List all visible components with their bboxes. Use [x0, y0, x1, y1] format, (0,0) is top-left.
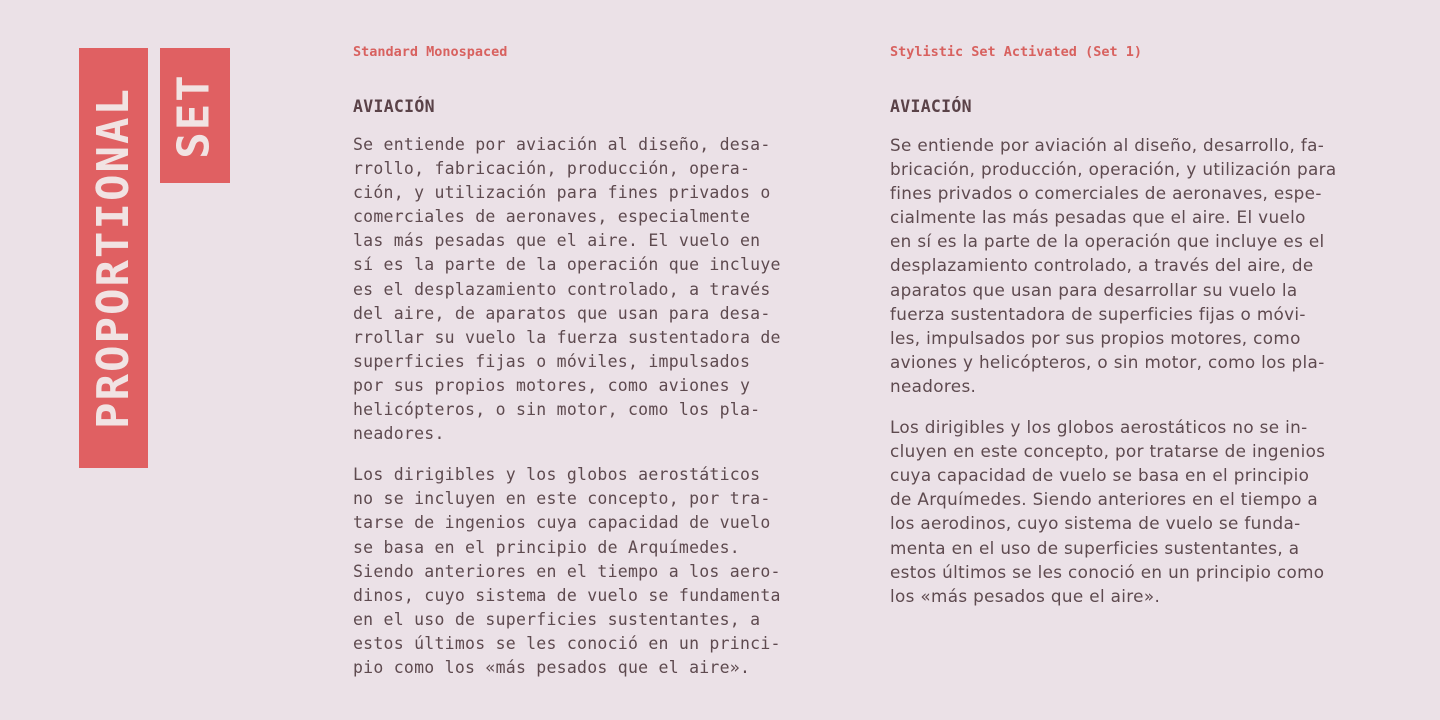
- text-line: es el desplazamiento controlado, a través: [353, 279, 771, 299]
- text-line: de Arquímedes. Siendo anteriores en el tiempo a: [890, 489, 1319, 510]
- text-line: Se entiende por aviación al diseño, desarrollo, fa-: [890, 135, 1325, 155]
- monospaced-paragraph-1: [353, 133, 833, 446]
- text-line: neadores.: [890, 375, 977, 396]
- text-line: las más pesadas que el aire. El vuelo en: [353, 231, 761, 251]
- text-line: les, impulsados por sus propios motores, como: [890, 327, 1301, 348]
- text-line: estos últimos se les conoció en un princi-: [353, 633, 781, 653]
- text-line: dinos, cuyo sistema de vuelo se fundamenta: [353, 585, 781, 605]
- stylistic-set-heading: AVIACIÓN: [890, 97, 972, 116]
- text-line: tarse de ingenios cuya capacidad de vuelo: [353, 513, 771, 533]
- text-line: en el uso de superficies sustentantes, a: [353, 609, 761, 629]
- text-line: comerciales de aeronaves, especialmente: [353, 207, 751, 227]
- stylistic-set-caption: Stylistic Set Activated (Set 1): [890, 44, 1142, 60]
- text-line: fuerza sustentadora de superficies fijas o móvi-: [890, 303, 1306, 324]
- text-line: rrollar su vuelo la fuerza sustentadora de: [353, 327, 781, 347]
- text-line: por sus propios motores, como aviones y: [353, 375, 751, 395]
- stylistic-set-paragraph-1: [890, 133, 1380, 398]
- set-banner: [160, 48, 230, 183]
- monospaced-caption: Standard Monospaced: [353, 44, 508, 60]
- text-line: cialmente las más pesadas que el aire. El vuelo: [890, 207, 1306, 228]
- text-line: Los dirigibles y los globos aerostáticos no se in-: [890, 417, 1308, 438]
- text-line: menta en el uso de superficies sustentantes, a: [890, 537, 1300, 558]
- text-line: sí es la parte de la operación que incluye: [353, 255, 781, 275]
- text-line: bricación, producción, operación, y utilización para: [890, 159, 1337, 180]
- stylistic-set-paragraph-2: [890, 415, 1380, 608]
- proportional-banner-label: PROPORTIONAL: [87, 87, 139, 429]
- text-line: los «más pesados que el aire».: [890, 585, 1161, 606]
- text-line: superficies fijas o móviles, impulsados: [353, 351, 751, 371]
- text-line: los aerodinos, cuyo sistema de vuelo se funda-: [890, 513, 1301, 534]
- text-line: desplazamiento controlado, a través del aire, de: [890, 255, 1314, 276]
- text-line: Los dirigibles y los globos aerostáticos: [353, 465, 761, 485]
- text-line: neadores.: [353, 424, 445, 444]
- text-line: en sí es la parte de la operación que incluye es el: [890, 231, 1325, 252]
- text-line: estos últimos se les conoció en un principio como: [890, 561, 1325, 582]
- stylistic-set-sample-column: [890, 43, 1380, 608]
- text-line: cuya capacidad de vuelo se basa en el principio: [890, 465, 1310, 486]
- monospaced-sample-column: [353, 43, 833, 680]
- text-line: aparatos que usan para desarrollar su vuelo la: [890, 279, 1298, 300]
- text-line: ción, y utilización para fines privados o: [353, 183, 771, 203]
- set-banner-label: SET: [169, 72, 221, 159]
- monospaced-paragraph-2: [353, 463, 833, 680]
- proportional-banner: [79, 48, 148, 468]
- text-line: Se entiende por aviación al diseño, desa-: [353, 135, 771, 154]
- text-line: Siendo anteriores en el tiempo a los aero-: [353, 561, 781, 581]
- text-line: del aire, de aparatos que usan para desa-: [353, 303, 771, 323]
- text-line: fines privados o comerciales de aeronaves, espe-: [890, 183, 1322, 204]
- text-line: se basa en el principio de Arquímedes.: [353, 537, 740, 557]
- text-line: aviones y helicópteros, o sin motor, como los pla-: [890, 351, 1325, 372]
- text-line: rrollo, fabricación, producción, opera-: [353, 159, 751, 179]
- text-line: helicópteros, o sin motor, como los pla-: [353, 400, 761, 420]
- text-line: cluyen en este concepto, por tratarse de ingenios: [890, 441, 1326, 462]
- text-line: no se incluyen en este concepto, por tra-: [353, 489, 771, 509]
- text-line: pio como los «más pesados que el aire».: [353, 657, 751, 677]
- monospaced-heading: AVIACIÓN: [353, 97, 435, 116]
